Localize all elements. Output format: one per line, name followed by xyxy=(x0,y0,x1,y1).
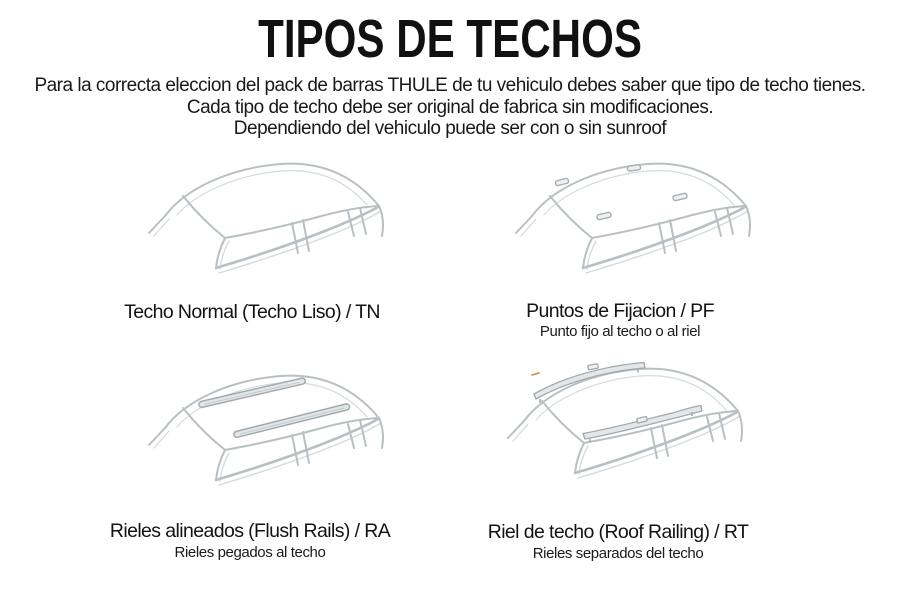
flush-rail-near xyxy=(233,403,350,438)
fixation-point xyxy=(673,193,688,201)
roof-type-sublabel-rt: Rieles separados del techo xyxy=(532,545,704,562)
roof-type-label-rt: Riel de techo (Roof Railing) / RT xyxy=(487,521,749,543)
flush-rails xyxy=(198,378,350,438)
intro-line-3: Dependiendo del vehiculo puede ser con o sin sunroof xyxy=(233,118,667,139)
intro-text xyxy=(0,75,900,140)
roof-type-sublabel-ra: Rieles pegados al techo xyxy=(174,544,326,561)
page-title-text: TIPOS DE TECHOS xyxy=(258,9,642,69)
intro-line-1: Para la correcta eleccion del pack de barras THULE de tu vehiculo debes saber que tipo de techo tienes. xyxy=(34,75,866,96)
flush-rails-roof-illustration xyxy=(133,361,433,506)
page-title xyxy=(0,8,900,69)
roof-type-label-tn: Techo Normal (Techo Liso) / TN xyxy=(124,301,380,323)
fixation-point xyxy=(627,165,641,172)
roof-type-label-ra: Rieles alineados (Flush Rails) / RA xyxy=(109,520,391,542)
stray-orange-mark xyxy=(532,373,539,375)
fixation-point xyxy=(555,178,569,186)
raised-rails-roof-illustration xyxy=(492,354,792,499)
rail-buckle xyxy=(588,364,599,370)
roof-type-sublabel-pf: Punto fijo al techo o al riel xyxy=(539,323,701,340)
roof-type-label-pf: Puntos de Fijacion / PF xyxy=(526,300,714,322)
fixed-points-roof-illustration xyxy=(500,149,800,294)
smooth-roof-illustration xyxy=(133,149,433,294)
raised-rails xyxy=(534,363,702,443)
intro-line-2: Cada tipo de techo debe ser original de fabrica sin modificaciones. xyxy=(186,96,714,118)
fixation-point xyxy=(597,212,612,220)
